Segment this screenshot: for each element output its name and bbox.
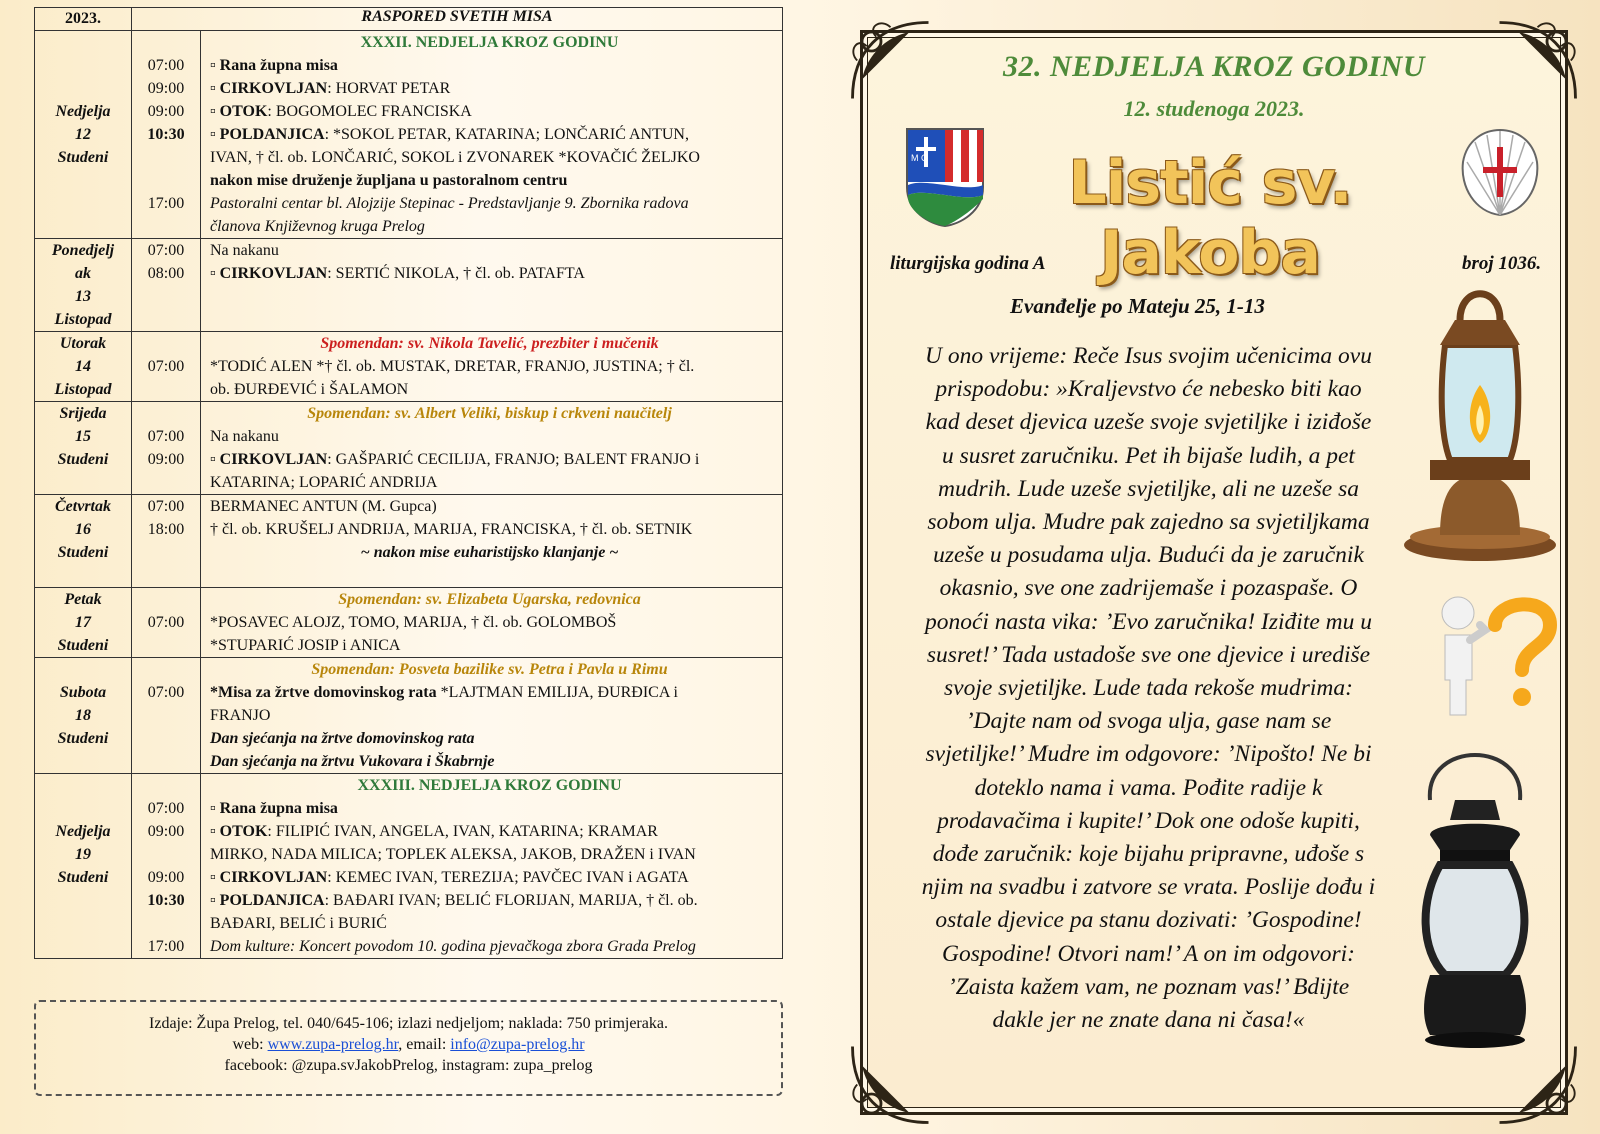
mass-entry: Spomendan: sv. Nikola Tavelić, prezbiter i mučenik [320, 335, 659, 352]
mass-entry: KATARINA; LOPARIĆ ANDRIJA [210, 474, 438, 491]
schedule-day-row [35, 588, 783, 658]
events-column [201, 402, 783, 495]
mass-entry [201, 169, 782, 192]
mass-entry: ▫ CIRKOVLJAN: HORVAT PETAR [210, 80, 451, 97]
day-label-line: Subota [59, 684, 107, 701]
location-label: CIRKOVLJAN [219, 451, 328, 468]
events-column [201, 332, 783, 402]
mass-time: 09:00 [147, 869, 185, 886]
gospel-line: ponoći nasta vika: ’Evo zaručnika! Iziđite mu u [924, 608, 1373, 635]
day-label-line: Listopad [54, 381, 112, 398]
mass-entry: ▫ CIRKOVLJAN: KEMEC IVAN, TEREZIJA; PAVČEC IVAN i AGATA [210, 869, 689, 886]
day-label [35, 239, 132, 332]
day-label [35, 402, 132, 495]
mass-time [132, 727, 200, 750]
events-column [201, 495, 783, 588]
gospel-line: U ono vrijeme: Reče Isus svojim učenicima ovu [924, 343, 1372, 369]
mass-time [132, 169, 200, 192]
day-label-line: 14 [75, 358, 91, 375]
events-column [201, 658, 783, 774]
mass-entry: ▫ OTOK: FILIPIĆ IVAN, ANGELA, IVAN, KATARINA; KRAMAR [210, 823, 658, 840]
gospel-line: uzeše u posudama ulja. Budući da je zaručnik [933, 542, 1364, 569]
mass-time: 07:00 [147, 428, 185, 445]
events-column [201, 588, 783, 658]
mass-time: 18:00 [147, 521, 185, 538]
time-column [132, 402, 201, 495]
day-label [35, 495, 132, 588]
gospel-text [895, 340, 1402, 1037]
scallop-shell-icon [1455, 127, 1545, 219]
location-label: CIRKOVLJAN [219, 265, 328, 282]
day-label-line: Studeni [57, 869, 109, 886]
imprint-box [34, 1000, 783, 1096]
ornament-corner-icon [843, 1037, 938, 1132]
mass-time [132, 332, 200, 355]
ornament-corner-icon [1490, 1037, 1585, 1132]
mass-entry: *POSAVEC ALOJZ, TOMO, MARIJA, † čl. ob. GOLOMBOŠ [210, 614, 617, 631]
mass-entry: FRANJO [210, 707, 271, 724]
mass-time: 17:00 [147, 938, 185, 955]
day-label-line: Nedjelja [55, 103, 111, 120]
mass-time: 17:00 [147, 195, 185, 212]
gospel-line: mudrih. Lude uzeše svjetiljke, ali ne uzeše sa [938, 475, 1359, 502]
mass-entry: članova Književnog kruga Prelog [210, 218, 425, 235]
imprint-social: facebook: @zupa.svJakobPrelog, instagram: zupa_prelog [224, 1057, 593, 1074]
mass-entry: † čl. ob. KRUŠELJ ANDRIJA, MARIJA, FRANCISKA, † čl. ob. SETNIK [210, 521, 693, 538]
mass-entry [201, 564, 782, 587]
schedule-day-row [35, 658, 783, 774]
schedule-year: 2023. [35, 8, 132, 31]
location-label: OTOK [219, 103, 268, 120]
liturgical-year: liturgijska godina A [890, 253, 1046, 274]
mass-time: 07:00 [147, 498, 185, 515]
mass-time [132, 704, 200, 727]
bulletin-title: 32. NEDJELJA KROZ GODINU [1002, 50, 1426, 83]
mass-time [132, 658, 200, 681]
location-label: CIRKOVLJAN [219, 869, 328, 886]
mass-time: 08:00 [147, 265, 185, 282]
day-label-line: Studeni [57, 451, 109, 468]
day-label-line: 19 [75, 846, 91, 863]
mass-time [132, 378, 200, 401]
day-label-line: Studeni [57, 544, 109, 561]
day-label [35, 774, 132, 959]
coat-letters: M C [911, 153, 928, 163]
mass-time: 09:00 [147, 451, 185, 468]
imprint-contacts: web: www.zupa-prelog.hr, email: info@zupa-prelog.hr [232, 1036, 585, 1053]
mass-entry: Spomendan: sv. Albert Veliki, biskup i crkveni naučitelj [307, 405, 672, 422]
day-label-line: 17 [75, 614, 91, 631]
location-label: Rana župna misa [219, 800, 338, 817]
gospel-line: doteklo nama i vama. Pođite radije k [974, 774, 1323, 801]
mass-entry: Dan sjećanja na žrtve domovinskog rata [210, 730, 475, 747]
bulletin-date: 12. studenoga 2023. [1123, 96, 1305, 121]
mass-time [132, 146, 200, 169]
gospel-line: svjetiljke!’ Mudre im odgovore: ’Nipošto! Ne bi [925, 741, 1372, 768]
mass-entry: ▫ OTOK: BOGOMOLEC FRANCISKA [210, 103, 472, 120]
mass-entry: ▫ CIRKOVLJAN: GAŠPARIĆ CECILIJA, FRANJO; BALENT FRANJO i [210, 451, 700, 468]
time-column [132, 658, 201, 774]
gospel-line: u susret zaručniku. Pet ih bijaše ludih, a pet [942, 442, 1355, 469]
mass-time [132, 564, 200, 587]
mass-time [132, 215, 200, 238]
mass-entry: *STUPARIĆ JOSIP i ANICA [210, 637, 401, 654]
day-label-line: Utorak [59, 335, 107, 352]
mass-time [132, 843, 200, 866]
gospel-line: ostale djevice pa stanu dozivati: ’Gospodine! [935, 907, 1362, 934]
mass-time: 07:00 [147, 800, 185, 817]
mass-entry: ob. ĐURĐEVIĆ i ŠALAMON [210, 381, 409, 398]
schedule-day-row [35, 495, 783, 588]
schedule-day-row [35, 239, 783, 332]
mass-entry: Na nakanu [210, 428, 279, 445]
mass-entry: ▫ POLDANJICA: *SOKOL PETAR, KATARINA; LONČARIĆ ANTUN, [210, 126, 689, 143]
mass-entry: Na nakanu [210, 242, 279, 259]
gospel-line: ’Zaista kažem vam, ne poznam vas!’ Bdijte [947, 973, 1350, 1000]
events-column [201, 31, 783, 239]
time-column [132, 495, 201, 588]
schedule-day-row [35, 402, 783, 495]
time-column [132, 774, 201, 959]
imprint-publisher: Izdaje: Župa Prelog, tel. 040/645-106; izlazi nedjeljom; naklada: 750 primjeraka. [149, 1015, 668, 1032]
mass-entry: Spomendan: sv. Elizabeta Ugarska, redovnica [338, 591, 641, 608]
mass-time: 09:00 [147, 103, 185, 120]
day-label-line: Ponedjelj [51, 242, 115, 259]
mass-time [132, 471, 200, 494]
bulletin-masthead: Listić sv. Jakoba [1068, 148, 1352, 288]
day-label-line: Petak [64, 591, 102, 608]
mass-time [132, 588, 200, 611]
gospel-line: susret!’ Tada ustadoše sve one djevice i urediše [926, 641, 1371, 668]
location-label: CIRKOVLJAN [219, 80, 328, 97]
gospel-line: dakle jer ne znate dana ni časa!« [992, 1007, 1305, 1034]
mass-entry: Dan sjećanja na žrtvu Vukovara i Škabrnje [210, 753, 495, 770]
mass-entry: ▫ Rana župna misa [210, 57, 338, 74]
day-label-line: ak [75, 265, 91, 282]
day-label-line: Nedjelja [55, 823, 111, 840]
mass-entry: IVAN, † čl. ob. LONČARIĆ, SOKOL i ZVONAREK *KOVAČIĆ ŽELJKO [210, 149, 700, 166]
time-column [132, 31, 201, 239]
mass-time: 07:00 [147, 614, 185, 631]
mass-time: 07:00 [147, 57, 185, 74]
mass-entry [201, 285, 782, 308]
website-link[interactable]: www.zupa-prelog.hr [267, 1036, 399, 1053]
hurricane-lantern-icon [1410, 740, 1540, 1050]
gospel-line: okasnio, sve one zadrijemaše i pozaspaše. O [939, 575, 1358, 602]
mass-time: 07:00 [147, 242, 185, 259]
gospel-line: kad deset djevica uzeše svoje svjetiljke i iziđoše [925, 409, 1372, 436]
schedule-title: RASPORED SVETIH MISA [132, 8, 783, 31]
gospel-line: prodavačima i kupite!’ Dok one odoše kupiti, [937, 807, 1360, 834]
email-link[interactable]: info@zupa-prelog.hr [450, 1036, 585, 1053]
mass-time: 10:30 [147, 126, 185, 143]
mass-entry [201, 308, 782, 331]
question-figure-icon [1430, 585, 1560, 725]
mass-entry: XXXII. NEDJELJA KROZ GODINU [360, 34, 619, 51]
location-label: nakon mise druženje župljana u pastoralnom centru [210, 172, 568, 189]
events-column [201, 774, 783, 959]
day-label-line: Listopad [54, 311, 112, 328]
day-label [35, 658, 132, 774]
gospel-line: Gospodine! Otvori nam!’ A on im odgovori: [942, 940, 1355, 967]
day-label-line: Studeni [57, 730, 109, 747]
mass-entry: ~ nakon mise euharistijsko klanjanje ~ [360, 544, 619, 561]
schedule-day-row [35, 774, 783, 959]
mass-time [132, 774, 200, 797]
gospel-line: ’Dajte nam od svoga ulja, gase nam se [965, 708, 1332, 735]
coat-of-arms-icon [905, 127, 985, 227]
day-label [35, 31, 132, 239]
mass-time [132, 634, 200, 657]
day-label [35, 588, 132, 658]
mass-entry: MIRKO, NADA MILICA; TOPLEK ALEKSA, JAKOB, DRAŽEN i IVAN [210, 846, 696, 863]
mass-time [132, 912, 200, 935]
events-column [201, 239, 783, 332]
mass-entry: Dom kulture: Koncert povodom 10. godina pjevačkoga zbora Grada Prelog [210, 938, 696, 955]
gospel-line: sobom ulja. Mudre pak zajedno sa svjetiljkama [927, 509, 1370, 536]
day-label-line: 15 [75, 428, 91, 445]
time-column [132, 588, 201, 658]
time-column [132, 332, 201, 402]
location-label: POLDANJICA [219, 892, 325, 909]
mass-time: 09:00 [147, 80, 185, 97]
mass-time: 10:30 [147, 892, 185, 909]
day-label-line: Četvrtak [55, 498, 111, 515]
location-label: *Misa za žrtve domovinskog rata [210, 684, 437, 701]
mass-entry: XXXIII. NEDJELJA KROZ GODINU [357, 777, 622, 794]
mass-entry: *Misa za žrtve domovinskog rata *LAJTMAN EMILIJA, ĐURĐICA i [210, 684, 678, 701]
day-label-line: 16 [75, 521, 91, 538]
mass-entry: BERMANEC ANTUN (M. Gupca) [210, 498, 437, 515]
gospel-line: njim na svadbu i zatvore se vrata. Poslije dođu i [921, 874, 1376, 901]
gospel-reference: Evanđelje po Mateju 25, 1-13 [1010, 294, 1265, 318]
day-label [35, 332, 132, 402]
mass-entry: Pastoralni centar bl. Alojzije Stepinac - Predstavljanje 9. Zbornika radova [210, 195, 689, 212]
mass-schedule-table [34, 7, 783, 959]
mass-time [132, 308, 200, 331]
mass-time [132, 541, 200, 564]
mass-time [132, 31, 200, 54]
mass-time [132, 285, 200, 308]
mass-time [132, 402, 200, 425]
gospel-line: prispodobu: »Kraljevstvo će nebesko biti kao [935, 376, 1362, 403]
schedule-day-row [35, 332, 783, 402]
mass-entry: ▫ POLDANJICA: BAĐARI IVAN; BELIĆ FLORIJAN, MARIJA, † čl. ob. [210, 892, 698, 909]
oil-lamp-icon [1400, 275, 1560, 565]
day-label-line: 13 [75, 288, 91, 305]
time-column [132, 239, 201, 332]
mass-entry: ▫ Rana župna misa [210, 800, 338, 817]
gospel-line: svoje svjetiljke. Lude tada rekoše mudrima: [944, 675, 1353, 702]
mass-time: 09:00 [147, 823, 185, 840]
day-label-line: Studeni [57, 149, 109, 166]
mass-entry: BAĐARI, BELIĆ i BURIĆ [210, 915, 387, 932]
mass-time: 07:00 [147, 684, 185, 701]
day-label-line: Srijeda [59, 405, 107, 422]
gospel-line: dođe zaručnik: koje bijahu pripravne, uđoše s [932, 841, 1365, 868]
mass-time: 07:00 [147, 358, 185, 375]
mass-time [132, 750, 200, 773]
location-label: POLDANJICA [219, 126, 325, 143]
day-label-line: Studeni [57, 637, 109, 654]
day-label-line: 12 [75, 126, 91, 143]
mass-entry: ▫ CIRKOVLJAN: SERTIĆ NIKOLA, † čl. ob. PATAFTA [210, 265, 585, 282]
mass-entry: Spomendan: Posveta bazilike sv. Petra i Pavla u Rimu [311, 661, 668, 678]
day-label-line: 18 [75, 707, 91, 724]
schedule-day-row [35, 31, 783, 239]
location-label: OTOK [219, 823, 268, 840]
issue-number: broj 1036. [1462, 253, 1542, 274]
mass-entry: *TODIĆ ALEN *† čl. ob. MUSTAK, DRETAR, FRANJO, JUSTINA; † čl. [210, 358, 695, 375]
location-label: Rana župna misa [219, 57, 338, 74]
